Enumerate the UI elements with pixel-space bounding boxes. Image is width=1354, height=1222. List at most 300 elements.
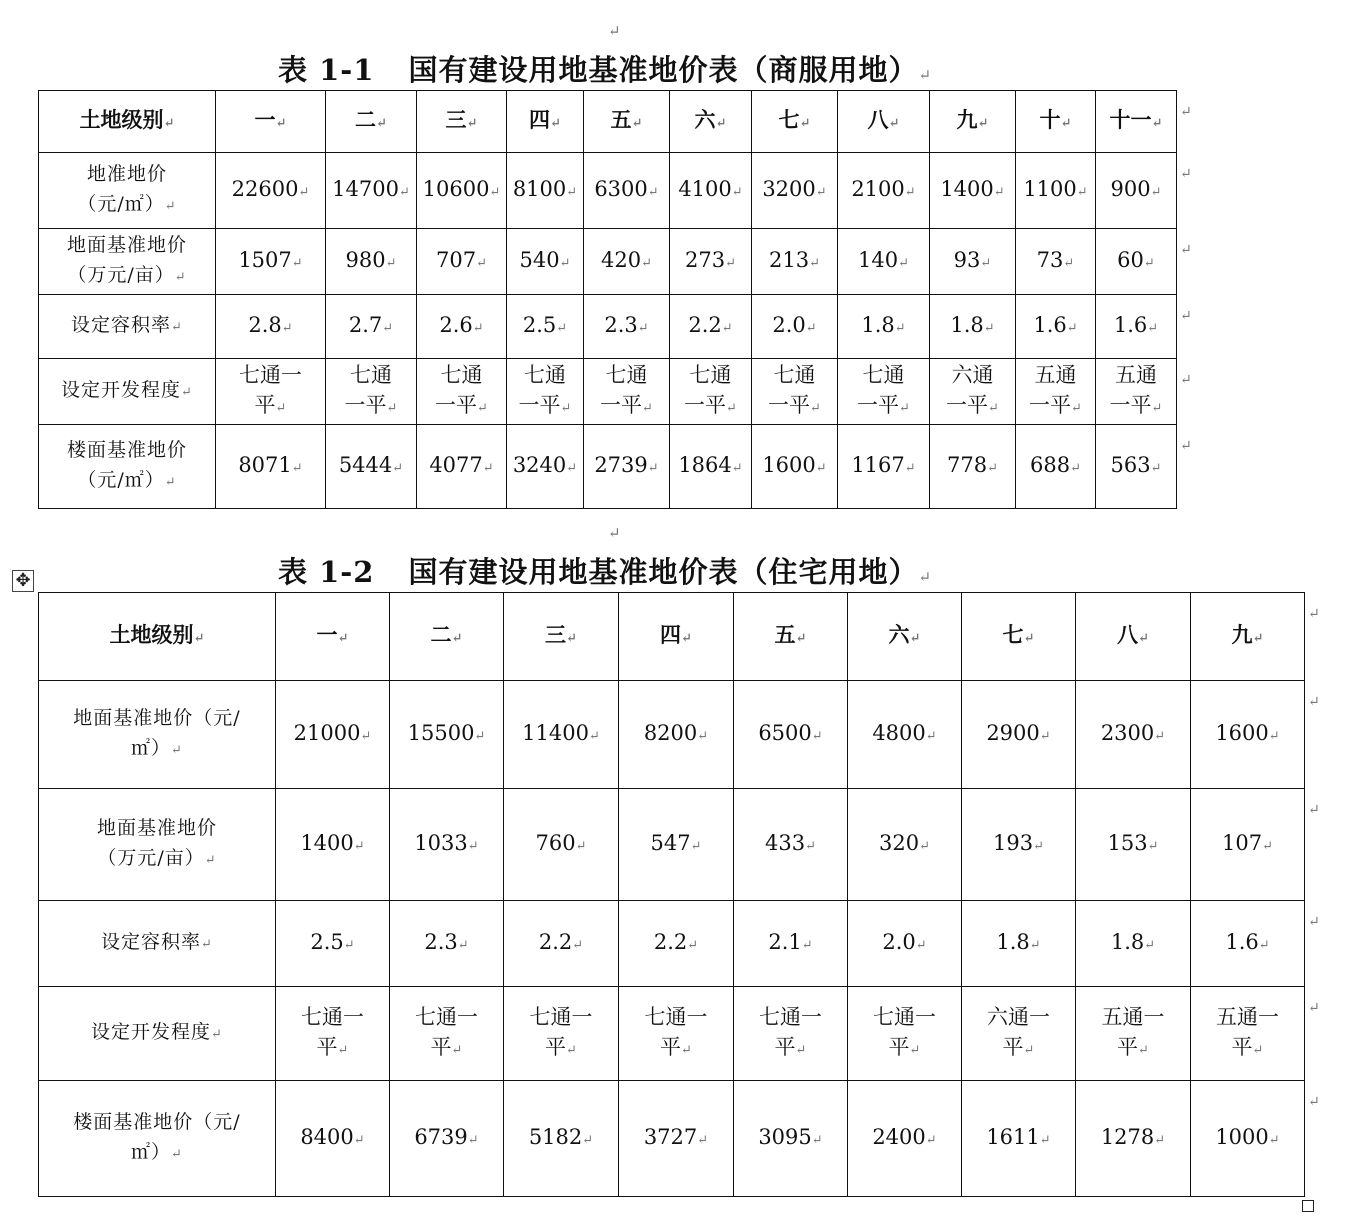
cell-mark: ↵	[811, 728, 823, 744]
column-header-cell[interactable]: 三↵	[504, 593, 619, 681]
row-end-mark: ↵	[1180, 372, 1192, 388]
cell-mark: ↵	[193, 630, 205, 646]
table1-title	[278, 50, 932, 90]
cell-mark: ↵	[360, 728, 372, 744]
cell-mark: ↵	[575, 838, 587, 854]
table-cell[interactable]: 2.3↵	[390, 901, 504, 987]
table-cell[interactable]: 420↵	[584, 229, 670, 295]
cell-mark: ↵	[489, 184, 501, 200]
column-header-cell[interactable]: 五↵	[734, 593, 848, 681]
column-header-cell[interactable]: 八↵	[1076, 593, 1191, 681]
cell-mark: ↵	[731, 184, 743, 200]
table1-title-code: 表 1-1	[278, 53, 375, 87]
cell-mark: ↵	[721, 320, 733, 336]
table-cell[interactable]: 563↵	[1096, 425, 1177, 509]
cell-mark: ↵	[795, 1042, 807, 1058]
cell-mark: ↵	[560, 400, 572, 416]
column-header-cell[interactable]: 四↵	[619, 593, 734, 681]
cell-mark: ↵	[715, 115, 727, 131]
table-cell[interactable]: 2400↵	[848, 1081, 962, 1197]
cell-mark: ↵	[925, 1132, 937, 1148]
cell-mark: ↵	[993, 184, 1005, 200]
cell-mark: ↵	[171, 320, 183, 335]
table-cell[interactable]: 22600↵	[216, 153, 326, 229]
row-end-mark: ↵	[1308, 1000, 1320, 1016]
table-cell[interactable]: 107↵	[1191, 789, 1305, 901]
row-end-mark: ↵	[1180, 308, 1192, 324]
cell-mark: ↵	[291, 255, 303, 271]
cell-mark: ↵	[474, 728, 486, 744]
table-cell[interactable]: 七通一 平↵	[276, 987, 390, 1081]
cell-mark: ↵	[382, 320, 394, 336]
cell-mark: ↵	[385, 255, 397, 271]
cell-mark: ↵	[925, 728, 937, 744]
table-cell[interactable]: 900↵	[1096, 153, 1177, 229]
cell-mark: ↵	[805, 838, 816, 854]
cell-mark: ↵	[811, 1132, 823, 1148]
cell-mark: ↵	[482, 460, 494, 476]
table-cell[interactable]: 2.2↵	[504, 901, 619, 987]
table-cell[interactable]: 778↵	[930, 425, 1016, 509]
table-row	[39, 295, 1177, 359]
table-cell[interactable]: 七通 一平↵	[417, 359, 507, 425]
table-cell[interactable]: 1400↵	[276, 789, 390, 901]
table-cell[interactable]: 2.0↵	[752, 295, 838, 359]
table-cell[interactable]: 980↵	[326, 229, 417, 295]
table-cell[interactable]: 6300↵	[584, 153, 670, 229]
table-cell[interactable]: 3095↵	[734, 1081, 848, 1197]
table-cell[interactable]: 1100↵	[1016, 153, 1096, 229]
cell-mark: ↵	[275, 400, 287, 416]
row-end-mark: ↵	[1180, 104, 1192, 120]
cell-mark: ↵	[915, 937, 927, 953]
cell-mark: ↵	[457, 937, 469, 953]
cell-mark: ↵	[641, 255, 652, 271]
table1-title-text: 国有建设用地基准地价表（商服用地）	[408, 53, 919, 87]
table-cell[interactable]: 七通一 平↵	[216, 359, 326, 425]
cell-mark: ↵	[690, 838, 702, 854]
cell-mark: ↵	[556, 320, 568, 336]
table-cell[interactable]: 6500↵	[734, 681, 848, 789]
cell-mark: ↵	[795, 630, 807, 646]
paragraph-mark: ↵	[918, 66, 933, 84]
table-row	[39, 359, 1177, 425]
table-cell[interactable]: 2.3↵	[584, 295, 670, 359]
table-row	[39, 229, 1177, 295]
cell-mark: ↵	[582, 1132, 594, 1148]
cell-mark: ↵	[181, 385, 193, 400]
cell-mark: ↵	[1147, 320, 1159, 336]
cell-mark: ↵	[815, 184, 827, 200]
table-cell[interactable]: 七通 一平↵	[326, 359, 417, 425]
table-cell[interactable]: 1.8↵	[1076, 901, 1191, 987]
column-header-cell[interactable]: 七↵	[752, 91, 838, 153]
table-cell[interactable]: 六通 一平↵	[930, 359, 1016, 425]
row-label-cell[interactable]: 楼面基准地价（元/ ㎡）↵	[39, 1081, 276, 1197]
cell-mark: ↵	[566, 184, 578, 200]
cell-mark: ↵	[919, 838, 930, 854]
column-header-cell[interactable]: 十↵	[1016, 91, 1096, 153]
table-cell[interactable]: 2739↵	[584, 425, 670, 509]
cell-mark: ↵	[1252, 630, 1264, 646]
row-end-mark: ↵	[1308, 694, 1320, 710]
column-header-cell[interactable]: 一↵	[216, 91, 326, 153]
cell-mark: ↵	[687, 937, 699, 953]
column-header-cell[interactable]: 四↵	[507, 91, 584, 153]
cell-mark: ↵	[894, 320, 906, 336]
table-cell[interactable]: 七通一 平↵	[619, 987, 734, 1081]
cell-mark: ↵	[566, 630, 577, 646]
cell-mark: ↵	[343, 937, 355, 953]
cell-mark: ↵	[451, 1042, 463, 1058]
cell-mark: ↵	[467, 1132, 479, 1148]
table-cell[interactable]: 七通一 平↵	[504, 987, 619, 1081]
cell-mark: ↵	[298, 184, 310, 200]
table-cell[interactable]: 七通 一平↵	[670, 359, 752, 425]
table-cell[interactable]: 七通 一平↵	[752, 359, 838, 425]
table-cell[interactable]: 688↵	[1016, 425, 1096, 509]
table-cell[interactable]: 2.5↵	[276, 901, 390, 987]
table2-title-text: 国有建设用地基准地价表（住宅用地）	[408, 555, 919, 589]
cell-mark: ↵	[1143, 255, 1155, 271]
cell-mark: ↵	[275, 115, 287, 131]
table-cell[interactable]: 五通一 平↵	[1076, 987, 1191, 1081]
table-cell[interactable]: 273↵	[670, 229, 752, 295]
cell-mark: ↵	[353, 838, 365, 854]
cell-mark: ↵	[1268, 728, 1280, 744]
column-header-cell[interactable]: 六↵	[670, 91, 752, 153]
table-cell[interactable]: 3200↵	[752, 153, 838, 229]
cell-mark: ↵	[904, 184, 916, 200]
table-cell[interactable]: 14700↵	[326, 153, 417, 229]
cell-mark: ↵	[164, 199, 177, 214]
cell-mark: ↵	[983, 320, 995, 336]
table-cell[interactable]: 433↵	[734, 789, 848, 901]
table-cell[interactable]: 5444↵	[326, 425, 417, 509]
table-cell[interactable]: 七通 一平↵	[838, 359, 930, 425]
cell-mark: ↵	[681, 1042, 692, 1058]
table-cell[interactable]: 140↵	[838, 229, 930, 295]
cell-mark: ↵	[559, 255, 571, 271]
cell-mark: ↵	[572, 937, 584, 953]
cell-mark: ↵	[904, 460, 916, 476]
cell-mark: ↵	[281, 320, 293, 336]
cell-mark: ↵	[1252, 1042, 1264, 1058]
row-label-cell[interactable]: 地面基准地价 （万元/亩）↵	[39, 789, 276, 901]
table-cell[interactable]: 6739↵	[390, 1081, 504, 1197]
cell-mark: ↵	[809, 255, 820, 271]
table-cell[interactable]: 5182↵	[504, 1081, 619, 1197]
cell-mark: ↵	[1023, 1042, 1035, 1058]
cell-mark: ↵	[1144, 937, 1156, 953]
cell-mark: ↵	[477, 400, 488, 416]
table-row	[39, 593, 1305, 681]
cell-mark: ↵	[1039, 1132, 1051, 1148]
table-cell[interactable]: 1.6↵	[1016, 295, 1096, 359]
table-cell[interactable]: 60↵	[1096, 229, 1177, 295]
cell-mark: ↵	[476, 255, 487, 271]
cell-mark: ↵	[810, 400, 821, 416]
cell-mark: ↵	[1063, 255, 1075, 271]
table-cell[interactable]: 2.2↵	[670, 295, 752, 359]
cell-mark: ↵	[1070, 460, 1081, 476]
table-cell[interactable]: 760↵	[504, 789, 619, 901]
table-cell[interactable]: 8200↵	[619, 681, 734, 789]
table-cell[interactable]: 93↵	[930, 229, 1016, 295]
table-row	[39, 681, 1305, 789]
table-cell[interactable]: 2100↵	[838, 153, 930, 229]
cell-mark: ↵	[201, 937, 213, 952]
row-label-cell[interactable]: 地准地价 （元/㎡）↵	[39, 153, 216, 229]
cell-mark: ↵	[909, 630, 921, 646]
cell-mark: ↵	[647, 184, 659, 200]
column-header-cell[interactable]: 十一↵	[1096, 91, 1177, 153]
table-cell[interactable]: 六通一 平↵	[962, 987, 1076, 1081]
paragraph-mark: ↵	[608, 22, 621, 40]
cell-mark: ↵	[171, 743, 183, 758]
cell-mark: ↵	[1138, 630, 1149, 646]
table-cell[interactable]: 2.1↵	[734, 901, 848, 987]
table-cell[interactable]: 2.2↵	[619, 901, 734, 987]
row-label-cell[interactable]: 地面基准地价 （万元/亩）↵	[39, 229, 216, 295]
cell-mark: ↵	[1262, 838, 1273, 854]
table-row	[39, 789, 1305, 901]
cell-mark: ↵	[163, 115, 175, 131]
cell-mark: ↵	[980, 255, 992, 271]
paragraph-mark: ↵	[918, 568, 933, 586]
cell-mark: ↵	[171, 1147, 183, 1162]
cell-mark: ↵	[337, 630, 349, 646]
row-label-cell[interactable]: 设定容积率↵	[39, 295, 216, 359]
table-cell[interactable]: 1000↵	[1191, 1081, 1305, 1197]
table-cell[interactable]: 153↵	[1076, 789, 1191, 901]
row-label-cell[interactable]: 土地级别↵	[39, 91, 216, 153]
row-label-cell[interactable]: 地面基准地价（元/ ㎡）↵	[39, 681, 276, 789]
table-cell[interactable]: 73↵	[1016, 229, 1096, 295]
cell-mark: ↵	[1154, 1132, 1166, 1148]
table-cell[interactable]: 8071↵	[216, 425, 326, 509]
table-cell[interactable]: 七通 一平↵	[507, 359, 584, 425]
table-cell[interactable]: 1864↵	[670, 425, 752, 509]
cell-mark: ↵	[637, 320, 649, 336]
cell-mark: ↵	[888, 115, 900, 131]
cell-mark: ↵	[1268, 1132, 1280, 1148]
table-cell[interactable]: 193↵	[962, 789, 1076, 901]
table2-title-code: 表 1-2	[278, 555, 375, 589]
cell-mark: ↵	[337, 1042, 349, 1058]
table-cell[interactable]: 七通一 平↵	[734, 987, 848, 1081]
cell-mark: ↵	[898, 255, 909, 271]
cell-mark: ↵	[451, 630, 463, 646]
cell-mark: ↵	[805, 320, 817, 336]
column-header-cell[interactable]: 二↵	[326, 91, 417, 153]
cell-mark: ↵	[1258, 937, 1270, 953]
table-cell[interactable]: 11400↵	[504, 681, 619, 789]
cell-mark: ↵	[1039, 728, 1051, 744]
table-cell[interactable]: 1.6↵	[1096, 295, 1177, 359]
table-cell[interactable]: 1400↵	[930, 153, 1016, 229]
cell-mark: ↵	[801, 937, 813, 953]
table-cell[interactable]: 540↵	[507, 229, 584, 295]
row-end-mark: ↵	[1308, 914, 1320, 930]
cell-mark: ↵	[1029, 937, 1041, 953]
table-cell[interactable]: 1600↵	[1191, 681, 1305, 789]
table-cell[interactable]: 320↵	[848, 789, 962, 901]
column-header-cell[interactable]: 九↵	[930, 91, 1016, 153]
table-cell[interactable]: 2900↵	[962, 681, 1076, 789]
cell-mark: ↵	[681, 630, 692, 646]
cell-mark: ↵	[1150, 460, 1162, 476]
cell-mark: ↵	[1151, 400, 1163, 416]
table-cell[interactable]: 4100↵	[670, 153, 752, 229]
table-cell[interactable]: 15500↵	[390, 681, 504, 789]
cell-mark: ↵	[988, 400, 999, 416]
table-cell[interactable]: 2.8↵	[216, 295, 326, 359]
cell-mark: ↵	[204, 853, 217, 868]
cell-mark: ↵	[725, 255, 736, 271]
cell-mark: ↵	[1060, 115, 1072, 131]
row-end-mark: ↵	[1180, 166, 1192, 182]
table-cell[interactable]: 1600↵	[752, 425, 838, 509]
cell-mark: ↵	[899, 400, 910, 416]
table-cell[interactable]: 547↵	[619, 789, 734, 901]
cell-mark: ↵	[588, 728, 600, 744]
column-header-cell[interactable]: 三↵	[417, 91, 507, 153]
table-cell[interactable]: 8400↵	[276, 1081, 390, 1197]
row-end-mark: ↵	[1180, 438, 1192, 454]
cell-mark: ↵	[550, 115, 561, 131]
cell-mark: ↵	[566, 1042, 577, 1058]
cell-mark: ↵	[799, 115, 811, 131]
cell-mark: ↵	[697, 1132, 709, 1148]
table-resize-handle[interactable]	[1302, 1200, 1314, 1212]
cell-mark: ↵	[472, 320, 484, 336]
row-end-mark: ↵	[1308, 1094, 1320, 1110]
table-cell[interactable]: 21000↵	[276, 681, 390, 789]
row-label-cell[interactable]: 土地级别↵	[39, 593, 276, 681]
cell-mark: ↵	[1151, 115, 1163, 131]
row-end-mark: ↵	[1308, 606, 1320, 622]
table-cell[interactable]: 1278↵	[1076, 1081, 1191, 1197]
cell-mark: ↵	[353, 1132, 365, 1148]
cell-mark: ↵	[909, 1042, 921, 1058]
table-cell[interactable]: 1.8↵	[930, 295, 1016, 359]
table-cell[interactable]: 4077↵	[417, 425, 507, 509]
table-cell[interactable]: 4800↵	[848, 681, 962, 789]
commercial-land-price-table	[38, 90, 1177, 509]
cell-mark: ↵	[466, 115, 478, 131]
cell-mark: ↵	[566, 460, 578, 476]
cell-mark: ↵	[647, 460, 659, 476]
row-label-cell[interactable]: 设定容积率↵	[39, 901, 276, 987]
cell-mark: ↵	[376, 115, 387, 131]
table-cell[interactable]: 五通 一平↵	[1016, 359, 1096, 425]
table-cell[interactable]: 1033↵	[390, 789, 504, 901]
table-cell[interactable]: 1167↵	[838, 425, 930, 509]
cell-mark: ↵	[631, 115, 643, 131]
cell-mark: ↵	[1023, 630, 1035, 646]
column-header-cell[interactable]: 五↵	[584, 91, 670, 153]
table-cell[interactable]: 10600↵	[417, 153, 507, 229]
table-cell[interactable]: 2300↵	[1076, 681, 1191, 789]
row-label-cell[interactable]: 楼面基准地价 （元/㎡）↵	[39, 425, 216, 509]
row-end-mark: ↵	[1180, 242, 1192, 258]
cell-mark: ↵	[398, 184, 410, 200]
cell-mark: ↵	[211, 1027, 223, 1042]
table-cell[interactable]: 五通一 平↵	[1191, 987, 1305, 1081]
table-cell[interactable]: 2.6↵	[417, 295, 507, 359]
cell-mark: ↵	[815, 460, 827, 476]
column-header-cell[interactable]: 九↵	[1191, 593, 1305, 681]
cell-mark: ↵	[1066, 320, 1078, 336]
cell-mark: ↵	[1138, 1042, 1149, 1058]
table-row	[39, 987, 1305, 1081]
cell-mark: ↵	[697, 728, 709, 744]
table-cell[interactable]: 213↵	[752, 229, 838, 295]
table-cell[interactable]: 七通一 平↵	[390, 987, 504, 1081]
table-row	[39, 1081, 1305, 1197]
column-header-cell[interactable]: 一↵	[276, 593, 390, 681]
cell-mark: ↵	[1033, 838, 1044, 854]
table-cell[interactable]: 七通一 平↵	[848, 987, 962, 1081]
table-cell[interactable]: 1611↵	[962, 1081, 1076, 1197]
column-header-cell[interactable]: 八↵	[838, 91, 930, 153]
table-cell[interactable]: 2.7↵	[326, 295, 417, 359]
cell-mark: ↵	[1154, 728, 1166, 744]
cell-mark: ↵	[386, 400, 398, 416]
residential-land-price-table	[38, 592, 1305, 1197]
column-header-cell[interactable]: 六↵	[848, 593, 962, 681]
cell-mark: ↵	[731, 460, 743, 476]
table-row	[39, 91, 1177, 153]
table-cell[interactable]: 1.8↵	[838, 295, 930, 359]
table-cell[interactable]: 五通 一平↵	[1096, 359, 1177, 425]
row-label-cell[interactable]: 设定开发程度↵	[39, 987, 276, 1081]
table-cell[interactable]: 1.6↵	[1191, 901, 1305, 987]
table-cell[interactable]: 707↵	[417, 229, 507, 295]
cell-mark: ↵	[291, 460, 303, 476]
cell-mark: ↵	[1150, 184, 1162, 200]
table-move-handle-icon[interactable]: ✥	[12, 570, 34, 592]
table2-title	[278, 552, 932, 592]
cell-mark: ↵	[977, 115, 989, 131]
cell-mark: ↵	[164, 475, 177, 490]
cell-mark: ↵	[1071, 400, 1082, 416]
cell-mark: ↵	[642, 400, 653, 416]
table-cell[interactable]: 七通 一平↵	[584, 359, 670, 425]
table-cell[interactable]: 8100↵	[507, 153, 584, 229]
row-end-mark: ↵	[1308, 802, 1320, 818]
table-row	[39, 153, 1177, 229]
paragraph-mark: ↵	[608, 524, 621, 542]
table-cell[interactable]: 3727↵	[619, 1081, 734, 1197]
cell-mark: ↵	[1076, 184, 1088, 200]
table-cell[interactable]: 2.5↵	[507, 295, 584, 359]
table-row	[39, 901, 1305, 987]
cell-mark: ↵	[726, 400, 737, 416]
table-cell[interactable]: 2.0↵	[848, 901, 962, 987]
column-header-cell[interactable]: 七↵	[962, 593, 1076, 681]
table-cell[interactable]: 1507↵	[216, 229, 326, 295]
table-cell[interactable]: 1.8↵	[962, 901, 1076, 987]
column-header-cell[interactable]: 二↵	[390, 593, 504, 681]
cell-mark: ↵	[467, 838, 479, 854]
cell-mark: ↵	[174, 270, 187, 285]
table-row	[39, 425, 1177, 509]
table-cell[interactable]: 3240↵	[507, 425, 584, 509]
row-label-cell[interactable]: 设定开发程度↵	[39, 359, 216, 425]
cell-mark: ↵	[1147, 838, 1159, 854]
